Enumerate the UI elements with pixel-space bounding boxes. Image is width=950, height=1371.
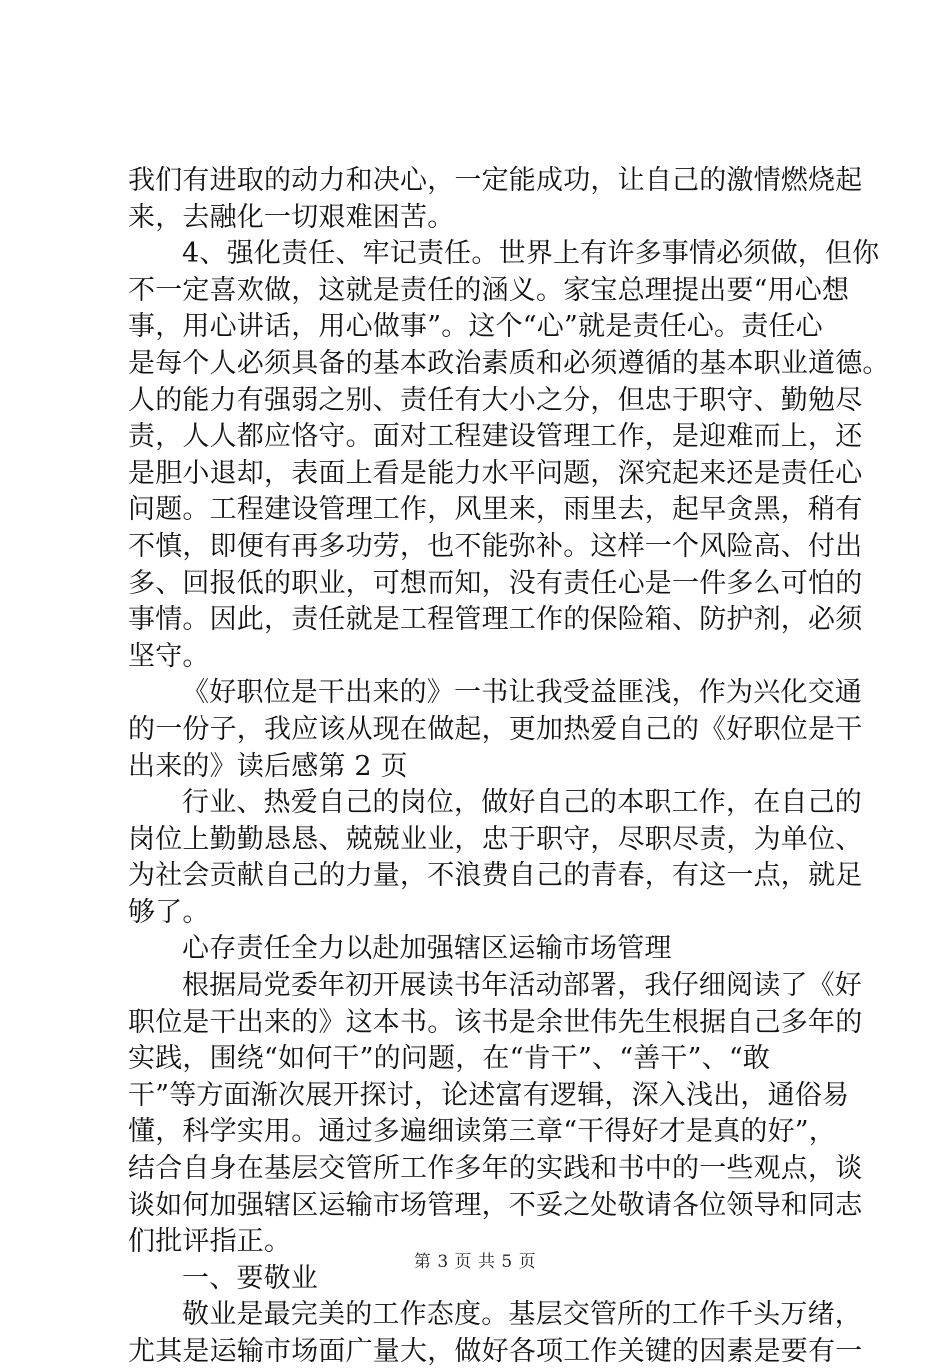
text-line: 尤其是运输市场面广量大，做好各项工作关键的因素是要有一 [128,1336,863,1367]
text-line: 职位是干出来的》这本书。该书是余世伟先生根据自己多年的 [128,1006,863,1038]
document-body [128,163,890,1371]
text-line: 我们有进取的动力和决心，一定能成功，让自己的激情燃烧起 [128,165,863,196]
text-line: 敬业是最完美的工作态度。基层交管所的工作千头万绪， [182,1299,862,1331]
text-line: 实践，围绕“如何干”的问题，在“肯干”、“善干”、“敢 [128,1043,771,1075]
text-line: 干”等方面渐次展开探讨，论述富有逻辑，深入浅出，通俗易 [128,1079,850,1111]
text-line: 岗位上勤勤恳恳、兢兢业业，忠于职守，尽职尽责，为单位、 [128,823,863,855]
page-number-footer: 第 3 页 共 5 页 [413,1252,537,1272]
text-line: 《好职位是干出来的》一书让我受益匪浅，作为兴化交通 [182,677,862,709]
text-line: 不慎，即便有再多功劳，也不能弥补。这样一个风险高、付出 [128,530,863,562]
text-line: 来，去融化一切艰难困苦。 [128,201,455,233]
text-line: 心存责任全力以赴加强辖区运输市场管理 [182,933,672,965]
text-line: 多、回报低的职业，可想而知，没有责任心是一件多么可怕的 [128,567,863,599]
text-line: 事，用心讲话，用心做事”。这个“心”就是责任心。责任心 [128,311,823,343]
text-line: 的一份子，我应该从现在做起，更加热爱自己的《好职位是干 [128,713,863,745]
text-line: 根据局党委年初开展读书年活动部署，我仔细阅读了《好 [182,970,862,1002]
text-line: 责，人人都应恪守。面对工程建设管理工作，是迎难而上，还 [128,421,863,453]
text-line: 行业、热爱自己的岗位，做好自己的本职工作，在自己的 [182,787,862,819]
text-line: 是每个人必须具备的基本政治素质和必须遵循的基本职业道德。 [128,347,890,379]
text-line: 坚守。 [128,640,210,672]
text-line: 们批评指正。 [128,1226,292,1258]
text-line: 4、强化责任、牢记责任。世界上有许多事情必须做，但你 [182,238,880,270]
text-line: 结合自身在基层交管所工作多年的实践和书中的一些观点，谈 [128,1153,863,1185]
text-line: 问题。工程建设管理工作，风里来，雨里去，起早贪黑，稍有 [128,494,863,526]
text-line: 出来的》读后感第 2 页 [128,750,408,782]
text-line: 事情。因此，责任就是工程管理工作的保险箱、防护剂，必须 [128,604,863,636]
text-line: 为社会贡献自己的力量，不浪费自己的青春，有这一点，就足 [128,860,863,892]
text-line: 人的能力有强弱之别、责任有大小之分，但忠于职守、勤勉尽 [128,384,863,416]
text-line: 谈如何加强辖区运输市场管理，不妥之处敬请各位领导和同志 [128,1189,863,1221]
text-line: 不一定喜欢做，这就是责任的涵义。家宝总理提出要“用心想 [128,274,850,306]
text-line: 够了。 [128,896,210,928]
text-line: 是胆小退却，表面上看是能力水平问题，深究起来还是责任心 [128,457,863,489]
text-line: 懂，科学实用。通过多遍细读第三章“干得好才是真的好”， [128,1116,837,1148]
text-line: 一、要敬业 [182,1262,318,1294]
